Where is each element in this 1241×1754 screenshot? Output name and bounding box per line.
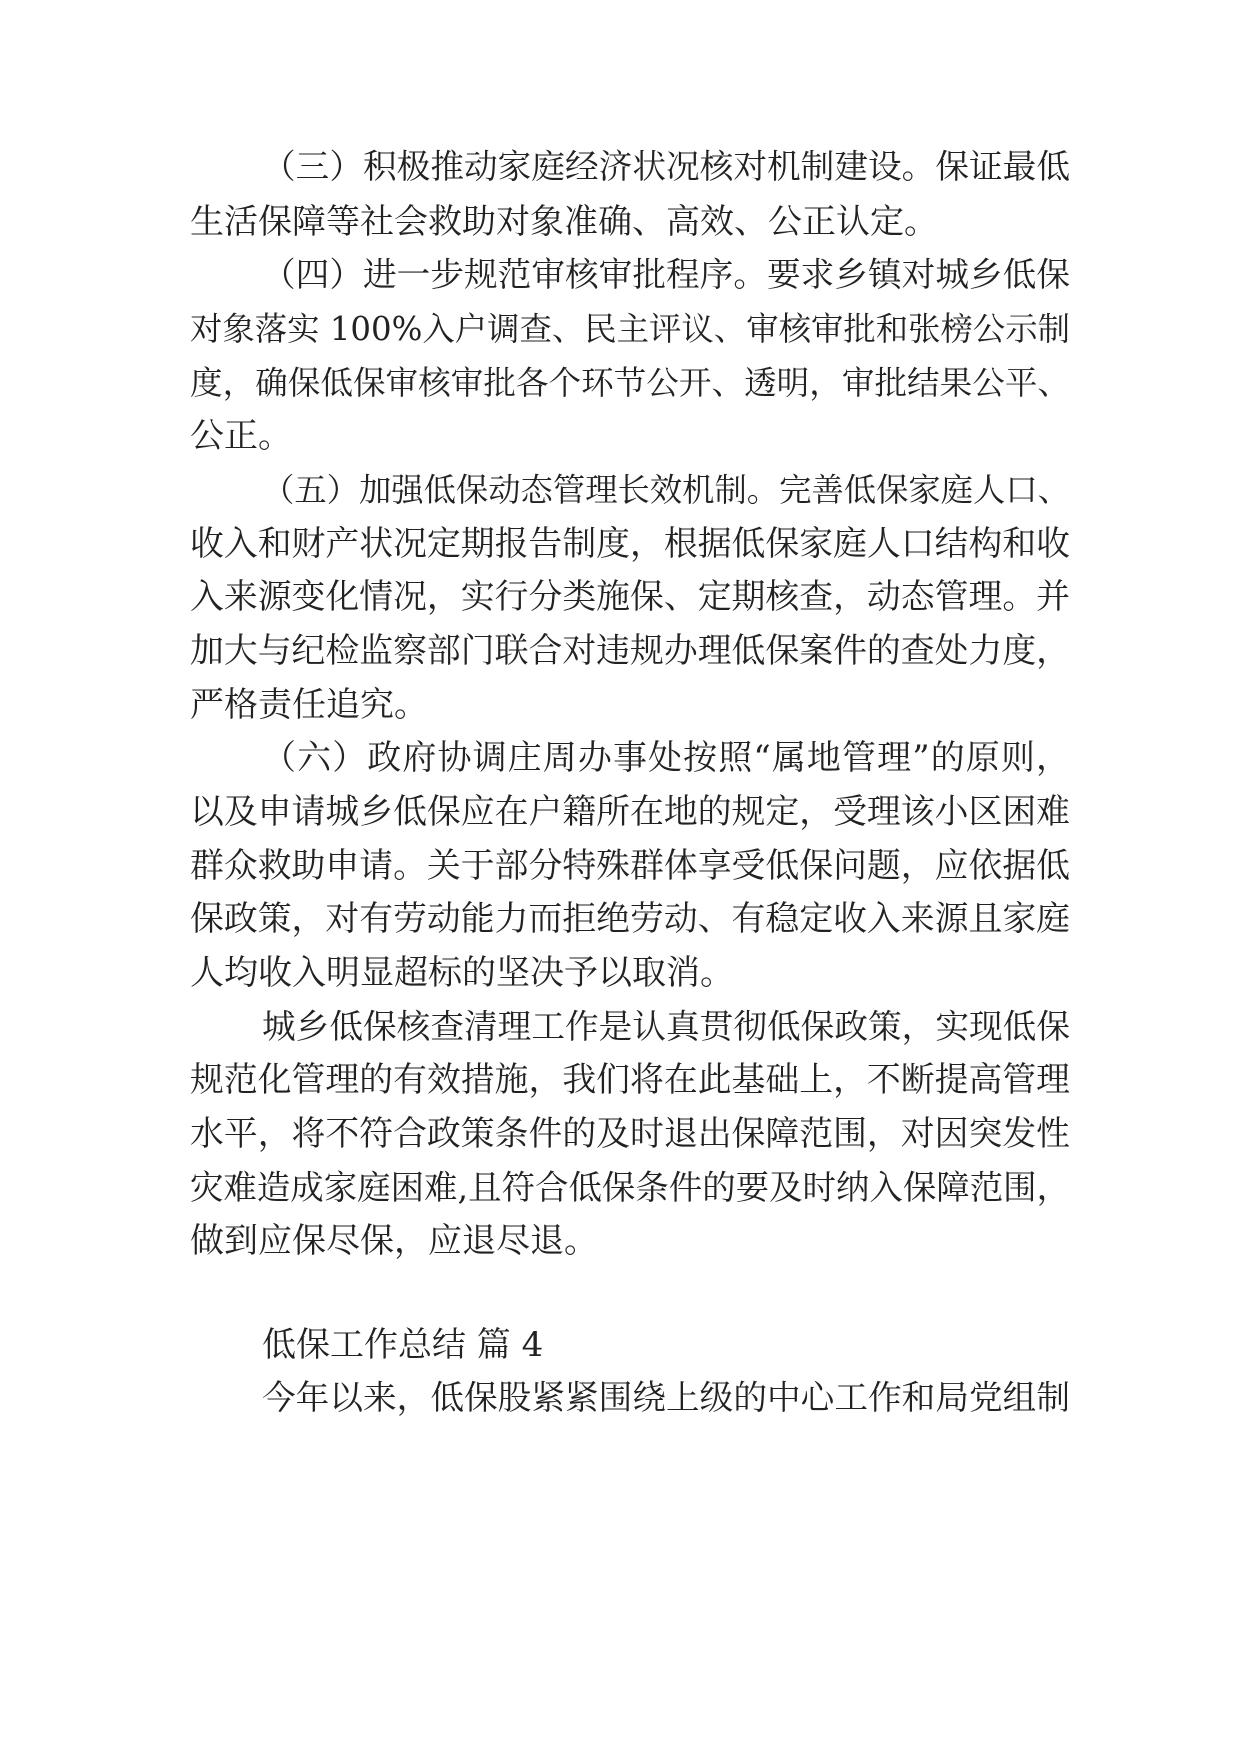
text-line: 度，确保低保审核审批各个环节公开、透明，审批结果公平、: [190, 364, 1070, 402]
text-line: 水平，将不符合政策条件的及时退出保障范围，对因突发性: [190, 1114, 1070, 1153]
text-line: （六）政府协调庄周办事处按照“属地管理”的原则，: [262, 738, 1070, 778]
text-line: （五）加强低保动态管理长效机制。完善低保家庭人口、: [262, 471, 1070, 509]
text-line: 加大与纪检监察部门联合对违规办理低保案件的查处力度，: [190, 631, 1070, 670]
text-line: 以及申请城乡低保应在户籍所在地的规定，受理该小区困难: [190, 792, 1070, 831]
text-line: 做到应保尽保，应退尽退。: [190, 1221, 598, 1261]
text-line: （四）进一步规范审核审批程序。要求乡镇对城乡低保: [262, 255, 1070, 294]
text-line: 严格责任追究。: [190, 685, 428, 725]
text-line: （三）积极推动家庭经济状况核对机制建设。保证最低: [262, 147, 1070, 186]
text-line: 规范化管理的有效措施，我们将在此基础上，不断提高管理: [190, 1060, 1070, 1099]
text-line: 公正。: [190, 416, 292, 456]
text-line: 保政策，对有劳动能力而拒绝劳动、有稳定收入来源且家庭: [190, 899, 1070, 938]
text-line: 对象落实 100%入户调查、民主评议、审核审批和张榜公示制: [190, 310, 1070, 348]
text-line: 入来源变化情况，实行分类施保、定期核查，动态管理。并: [190, 577, 1070, 616]
text-line: 灾难造成家庭困难,且符合低保条件的要及时纳入保障范围，: [190, 1168, 1070, 1207]
text-line: 今年以来，低保股紧紧围绕上级的中心工作和局党组制: [262, 1378, 1070, 1417]
section-heading: 低保工作总结 篇 4: [262, 1325, 544, 1365]
text-line: 收入和财产状况定期报告制度，根据低保家庭人口结构和收: [190, 524, 1070, 563]
text-line: 城乡低保核查清理工作是认真贯彻低保政策，实现低保: [262, 1007, 1070, 1046]
text-line: 群众救助申请。关于部分特殊群体享受低保问题，应依据低: [190, 846, 1070, 885]
text-line: 人均收入明显超标的坚决予以取消。: [190, 953, 734, 993]
text-line: 生活保障等社会救助对象准确、高效、公正认定。: [190, 202, 938, 242]
